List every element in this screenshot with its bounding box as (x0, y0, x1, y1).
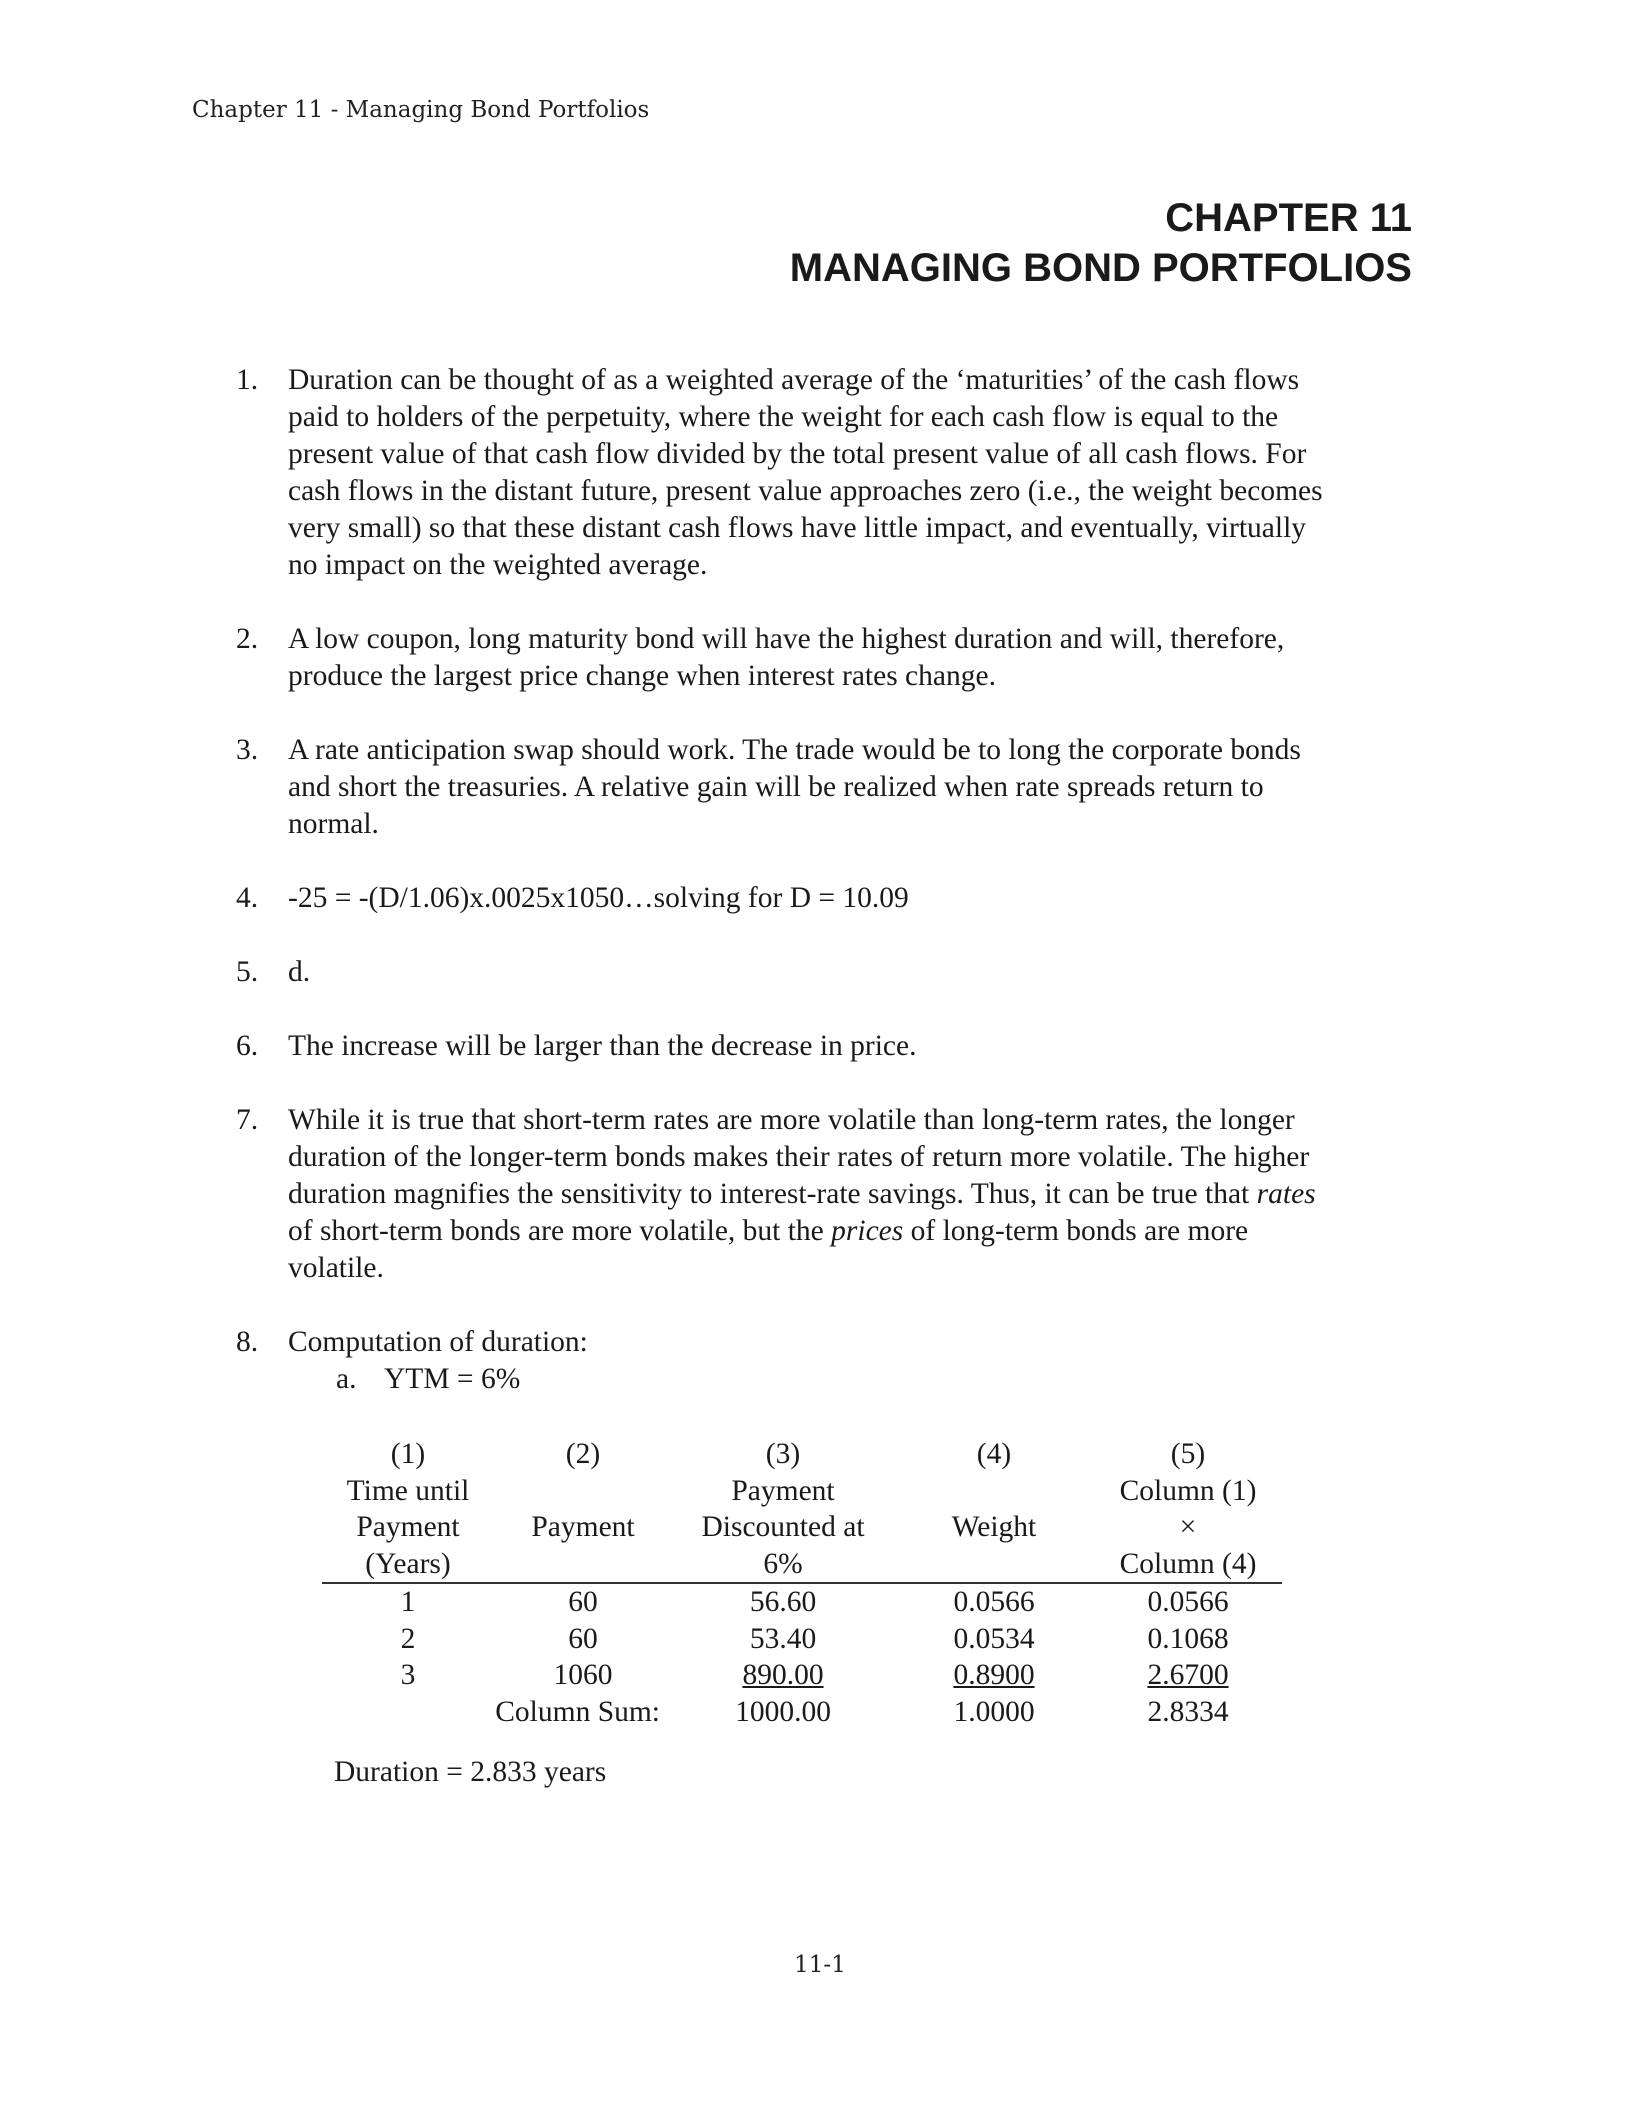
answer-3 (236, 732, 1416, 843)
table-cell: 0.0534 (953, 1622, 1035, 1655)
chapter-title (790, 193, 1412, 293)
header-cell: Payment (356, 1511, 460, 1543)
answer-7 (236, 1102, 1416, 1287)
table-cell: 2.6700 (1147, 1659, 1229, 1691)
table-cell: 3 (400, 1659, 416, 1691)
answer-line (288, 1213, 1416, 1250)
answer-number: 3. (236, 734, 259, 766)
answer-line (288, 1176, 1416, 1213)
answer-number: 1. (236, 364, 259, 396)
header-cell: Payment (531, 1511, 635, 1543)
answer-line: The increase will be larger than the decrease in price. (288, 1030, 917, 1062)
table-header-row (322, 1436, 1282, 1473)
chapter-name: MANAGING BOND PORTFOLIOS (789, 246, 1412, 290)
header-cell: 6% (672, 1546, 894, 1584)
header-cell: (1) (390, 1438, 426, 1470)
answer-number: 7. (236, 1104, 259, 1136)
answer-text: of long-term bonds are more (903, 1215, 1249, 1247)
answer-line: A low coupon, long maturity bond will have the highest duration and will, therefore, (288, 623, 1285, 655)
answer-line: produce the largest price change when interest rates change. (288, 660, 996, 692)
answer-1 (236, 362, 1416, 584)
table-header-row (322, 1509, 1282, 1546)
answer-number: 8. (236, 1326, 259, 1358)
answer-line: present value of that cash flow divided by the total present value of all cash flows. For (288, 438, 1307, 470)
answer-line: and short the treasuries. A relative gain will be realized when rate spreads return to (288, 771, 1264, 803)
header-cell: (2) (565, 1438, 601, 1470)
answer-line: volatile. (288, 1252, 384, 1284)
table-cell: 0.1068 (1147, 1622, 1229, 1655)
answer-8 (236, 1324, 1416, 1398)
table-cell: 0.8900 (953, 1659, 1035, 1691)
answer-line: duration of the longer-term bonds makes their rates of return more volatile. The higher (288, 1141, 1310, 1173)
duration-result: Duration = 2.833 years (334, 1756, 607, 1788)
answer-number: 2. (236, 623, 259, 655)
table-cell: 1 (400, 1586, 416, 1618)
sub-letter: a. (336, 1363, 357, 1395)
sum-cell: 1000.00 (735, 1695, 831, 1728)
answer-text: of short-term bonds are more volatile, but the (288, 1215, 832, 1247)
sum-cell: 2.8334 (1147, 1695, 1229, 1728)
table-header-row (322, 1546, 1282, 1584)
answer-line: d. (288, 956, 311, 988)
answer-6 (236, 1028, 1416, 1065)
header-cell (494, 1473, 672, 1510)
table-row (322, 1621, 1282, 1658)
answer-number: 5. (236, 956, 259, 988)
page-number: 11-1 (794, 1952, 846, 1978)
table-cell: 53.40 (749, 1622, 817, 1655)
answer-text: duration magnifies the sensitivity to interest-rate savings. Thus, it can be true that (288, 1178, 1257, 1210)
header-cell: Weight (951, 1511, 1037, 1543)
answer-5 (236, 954, 1416, 991)
header-cell: Column (4) (1094, 1546, 1282, 1584)
header-cell (894, 1473, 1094, 1510)
table-cell: 0.0566 (953, 1586, 1035, 1618)
table-cell: 0.0566 (1147, 1586, 1229, 1618)
answer-4 (236, 880, 1416, 917)
header-cell: Payment (731, 1474, 835, 1507)
table-sum-row (322, 1694, 1282, 1731)
header-cell: Discounted at (701, 1511, 865, 1543)
table-header-row (322, 1473, 1282, 1510)
table-cell: 56.60 (749, 1586, 817, 1618)
answer-list (236, 362, 1416, 1435)
answer-line: paid to holders of the perpetuity, where the weight for each cash flow is equal to the (288, 401, 1279, 433)
table-cell: 60 (568, 1586, 598, 1618)
sub-question-a (288, 1361, 1416, 1398)
header-cell: (5) (1170, 1438, 1206, 1470)
answer-line: -25 = -(D/1.06)x.0025x1050…solving for D = 10.09 (288, 882, 909, 914)
header-cell (494, 1546, 672, 1584)
answer-2 (236, 621, 1416, 695)
emphasis-prices: prices (831, 1215, 904, 1247)
sub-text: YTM = 6% (384, 1363, 521, 1395)
header-cell: (3) (765, 1438, 801, 1470)
answer-line: very small) so that these distant cash flows have little impact, and eventually, virtually (288, 512, 1307, 544)
chapter-number: CHAPTER 11 (1165, 196, 1412, 240)
answer-line: Computation of duration: (288, 1326, 588, 1358)
table-cell: 1060 (553, 1659, 613, 1691)
header-cell: Column (1) (1119, 1474, 1257, 1507)
answer-line: no impact on the weighted average. (288, 549, 708, 581)
answer-line: cash flows in the distant future, present value approaches zero (i.e., the weight becomes (288, 475, 1323, 507)
header-cell: × (1179, 1511, 1197, 1543)
header-cell: Time until (346, 1474, 470, 1507)
table-cell: 2 (400, 1622, 416, 1655)
header-cell: (4) (976, 1438, 1012, 1470)
duration-table (322, 1436, 1282, 1730)
table-row (322, 1583, 1282, 1621)
running-head: Chapter 11 - Managing Bond Portfolios (192, 97, 650, 123)
emphasis-rates: rates (1256, 1178, 1316, 1210)
answer-number: 6. (236, 1030, 259, 1062)
answer-line: normal. (288, 808, 379, 840)
table-row (322, 1657, 1282, 1694)
answer-line: Duration can be thought of as a weighted average of the ‘maturities’ of the cash flows (288, 364, 1300, 396)
answer-line: A rate anticipation swap should work. The trade would be to long the corporate bonds (288, 734, 1301, 766)
table-cell: 60 (568, 1622, 598, 1655)
answer-number: 4. (236, 882, 259, 914)
answer-line: While it is true that short-term rates are more volatile than long-term rates, the longer (288, 1104, 1295, 1136)
header-cell (894, 1546, 1094, 1584)
header-cell: (Years) (322, 1546, 494, 1584)
sum-label: Column Sum: (495, 1695, 660, 1728)
table-cell: 890.00 (742, 1659, 824, 1691)
sum-cell: 1.0000 (953, 1695, 1035, 1728)
